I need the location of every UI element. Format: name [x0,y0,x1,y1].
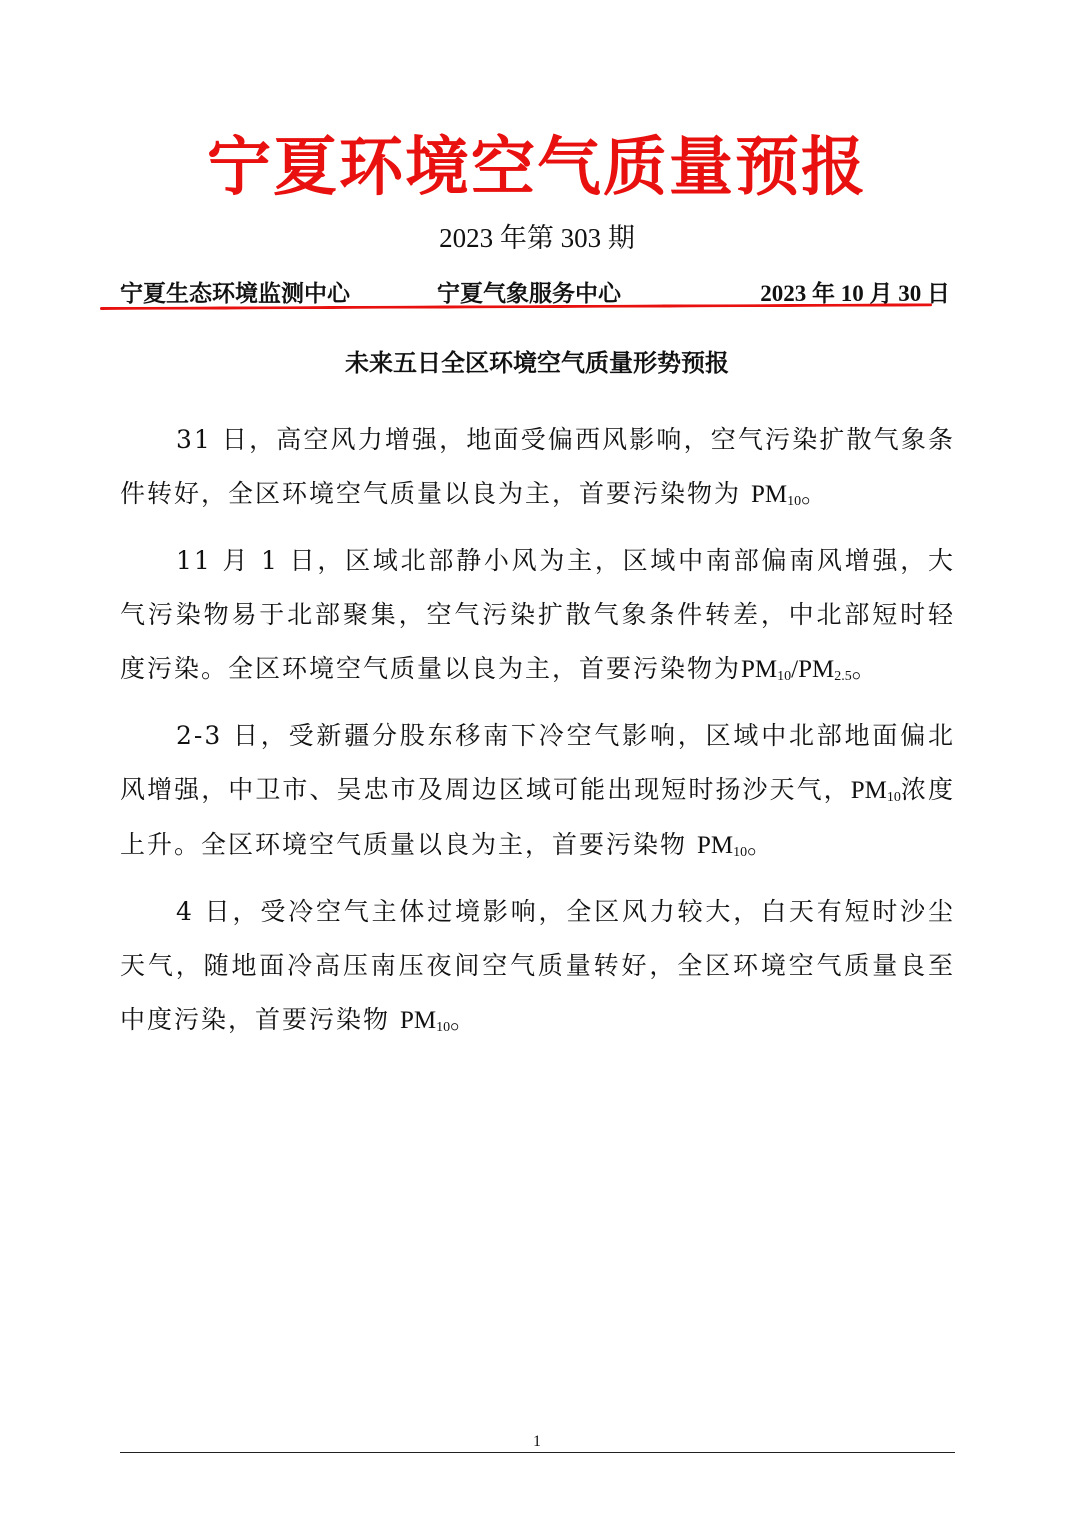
issue-date: 2023 年 10 月 30 日 [760,281,950,306]
pollutant-pm10: $PM_{10}$ [750,481,802,509]
paragraph-tail: 。 [450,1005,478,1034]
forecast-paragraph-2-3 [120,709,955,873]
forecast-paragraph-nov-1 [120,534,955,697]
paragraph-text: 浓度上升。全区环境空气质量以良为主，首要污染物 [120,775,955,859]
paragraph-text: 11 月 1 日，区域北部静小风为主，区域中南部偏南风增强，大气污染物易于北部聚集，空气污染扩散气象条件转差，中北部短时轻度污染。全区环境空气质量以良为主，首要污染物为 [120,546,955,683]
paragraph-tail: 。 [851,654,879,683]
pollutant-pm10-pm25: $PM_{10}/PM_{2.5}$ [741,656,852,684]
forecast-body [120,413,955,1060]
forecast-paragraph-4 [120,885,955,1048]
issuer-meteorological-center: 宁夏气象服务中心 [437,281,621,306]
pollutant-pm10: $PM_{10}$ [399,1007,451,1035]
forecast-paragraph-31 [120,413,955,522]
issue-number: 2023 年第 303 期 [439,223,635,253]
issuer-monitoring-center: 宁夏生态环境监测中心 [120,281,350,306]
masthead-title: 宁夏环境空气质量预报 [207,131,867,205]
paragraph-text: 4 日，受冷空气主体过境影响，全区风力较大，白天有短时沙尘天气，随地面冷高压南压夜间空气质量转好，全区环境空气质量良至中度污染，首要污染物 [120,897,955,1034]
paragraph-tail: 。 [801,479,829,508]
page-number: 1 [533,1433,541,1450]
pollutant-pm10: $PM_{10}$ [850,777,901,805]
paragraph-text: 31 日，高空风力增强，地面受偏西风影响，空气污染扩散气象条件转好，全区环境空气质量以良为主，首要污染物为 [120,425,955,508]
paragraph-text: 2-3 日，受新疆分股东移南下冷空气影响，区域中北部地面偏北风增强，中卫市、吴忠市及周边区域可能出现短时扬沙天气， [120,721,955,804]
section-title: 未来五日全区环境空气质量形势预报 [345,349,729,377]
footer-rule [120,1452,955,1453]
paragraph-tail: 。 [747,830,775,859]
pollutant-pm10: $PM_{10}$ [696,832,748,860]
